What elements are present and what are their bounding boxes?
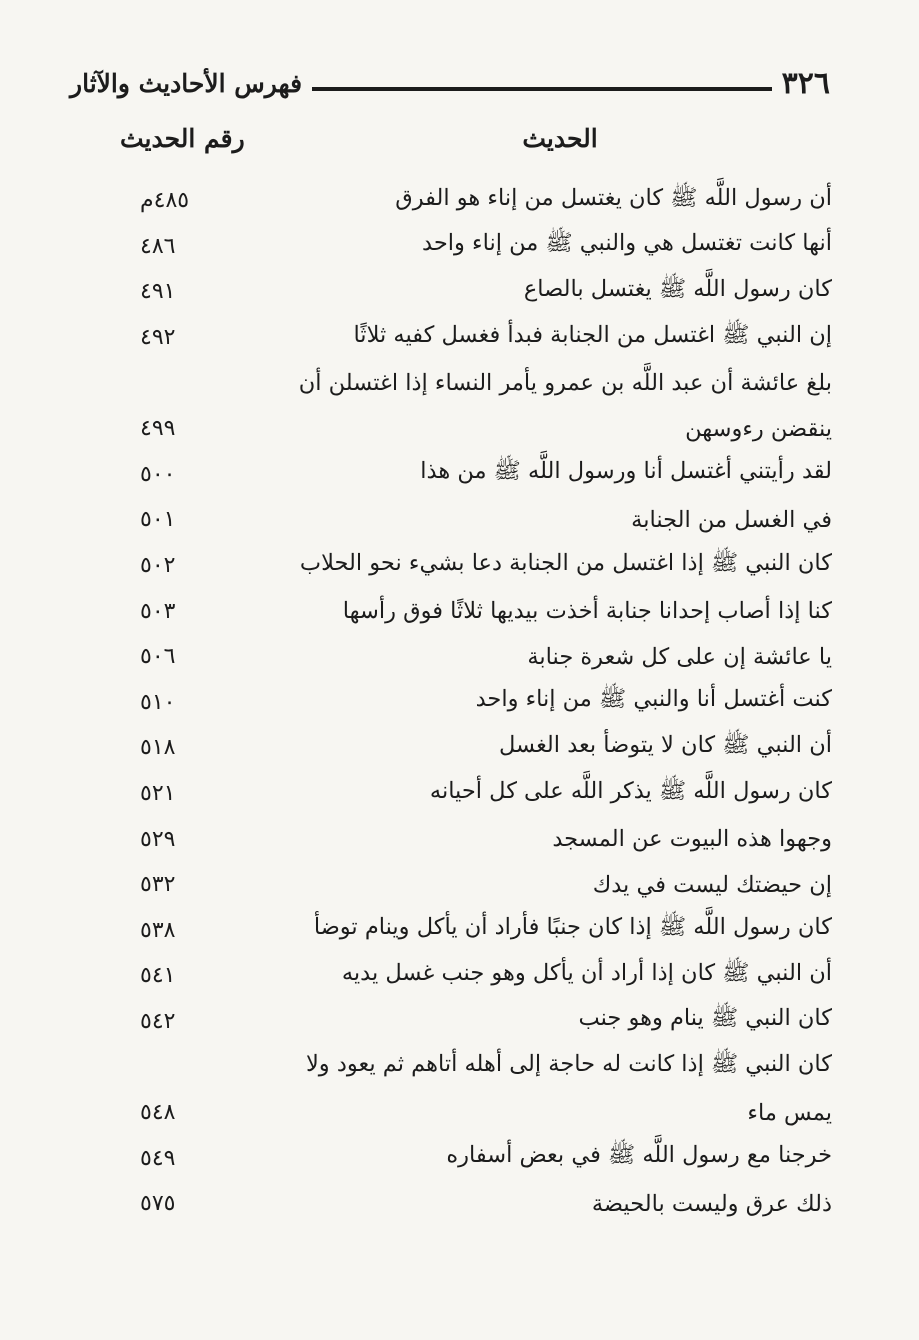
page-number: ٣٢٦ (781, 65, 830, 101)
hadith-text: خرجنا مع رسول اللَّه ﷺ في بعض أسفاره (446, 1142, 832, 1169)
hadith-text: كان رسول اللَّه ﷺ إذا كان جنبًا فأراد أن يأكل وينام توضأ (313, 914, 832, 941)
index-entry (80, 1044, 840, 1090)
index-entry (80, 908, 840, 954)
hadith-text: كان النبي ﷺ إذا كانت له حاجة إلى أهله أتاهم ثم يعود ولا (305, 1051, 832, 1078)
column-headers (80, 124, 840, 168)
hadith-text: أنها كانت تغتسل هي والنبي ﷺ من إناء واحد (422, 230, 832, 257)
index-entry (80, 406, 840, 452)
index-entry (80, 816, 840, 862)
hadith-number: ٥٢٩ (140, 826, 176, 852)
hadith-text: لقد رأيتني أغتسل أنا ورسول اللَّه ﷺ من هذا (420, 458, 832, 485)
index-entry (80, 224, 840, 270)
hadith-number: ٥٧٥ (140, 1191, 176, 1217)
index-entry (80, 1090, 840, 1136)
hadith-text: إن النبي ﷺ اغتسل من الجنابة فبدأ فغسل كفيه ثلاثًا (353, 321, 832, 348)
index-entry (80, 178, 840, 224)
hadith-text: كان النبي ﷺ إذا اغتسل من الجنابة دعا بشيء نحو الحلاب (299, 549, 832, 576)
hadith-number: ٤٩١ (140, 279, 176, 305)
hadith-number: ٥٠٢ (140, 553, 176, 579)
index-entry (80, 497, 840, 543)
index-entry (80, 999, 840, 1045)
number-column-heading: رقم الحديث (120, 124, 245, 153)
page-header (70, 58, 830, 108)
index-entry (80, 543, 840, 589)
hadith-column-heading: الحديث (522, 124, 598, 153)
hadith-text: أن النبي ﷺ كان إذا أراد أن يأكل وهو جنب غسل يديه (341, 959, 832, 986)
hadith-number: ٤٨٥م (140, 188, 190, 214)
index-entry (80, 360, 840, 406)
index-entry (80, 588, 840, 634)
hadith-text: وجهوا هذه البيوت عن المسجد (552, 826, 832, 853)
index-entry (80, 452, 840, 498)
hadith-number: ٥٤٨ (140, 1100, 176, 1126)
hadith-text: أن النبي ﷺ كان لا يتوضأ بعد الغسل (498, 731, 832, 758)
hadith-text: كان رسول اللَّه ﷺ يغتسل بالصاع (523, 275, 832, 302)
index-entry (80, 953, 840, 999)
hadith-text: ذلك عرق وليست بالحيضة (591, 1190, 832, 1217)
hadith-number: ٥١٨ (140, 735, 176, 761)
index-entry (80, 862, 840, 908)
index-entry (80, 269, 840, 315)
hadith-number: ٥٤٩ (140, 1145, 176, 1171)
hadith-number: ٥٤١ (140, 963, 176, 989)
hadith-text: إن حيضتك ليست في يدك (592, 871, 832, 898)
hadith-text: أن رسول اللَّه ﷺ كان يغتسل من إناء هو الفرق (395, 184, 832, 211)
hadith-text: كان رسول اللَّه ﷺ يذكر اللَّه على كل أحيانه (429, 777, 832, 804)
hadith-text: بلغ عائشة أن عبد اللَّه بن عمرو يأمر النساء إذا اغتسلن أن (298, 370, 832, 397)
hadith-number: ٥١٠ (140, 689, 176, 715)
hadith-text: كان النبي ﷺ ينام وهو جنب (578, 1005, 832, 1032)
hadith-number: ٥٠١ (140, 507, 176, 533)
hadith-number: ٤٩٢ (140, 325, 176, 351)
hadith-text: يا عائشة إن على كل شعرة جنابة (527, 643, 832, 670)
hadith-number: ٥٠٣ (140, 598, 176, 624)
running-title: فهرس الأحاديث والآثار (70, 68, 303, 98)
header-rule (312, 87, 772, 91)
hadith-text: ينقضن رءوسهن (685, 415, 832, 442)
hadith-number: ٥٠٠ (140, 461, 176, 487)
hadith-number: ٤٩٩ (140, 416, 176, 442)
hadith-text: كنا إذا أصاب إحدانا جنابة أخذت بيديها ثلاثًا فوق رأسها (342, 598, 832, 625)
hadith-number: ٥٣٨ (140, 917, 176, 943)
hadith-number: ٥٤٢ (140, 1008, 176, 1034)
hadith-number: ٥٠٦ (140, 644, 176, 670)
hadith-text: كنت أغتسل أنا والنبي ﷺ من إناء واحد (475, 686, 832, 713)
index-entry (80, 634, 840, 680)
hadith-text: في الغسل من الجنابة (631, 506, 832, 533)
hadith-number: ٥٣٢ (140, 872, 176, 898)
index-entry (80, 680, 840, 726)
index-entry (80, 771, 840, 817)
index-entry (80, 725, 840, 771)
hadith-number: ٥٢١ (140, 781, 176, 807)
hadith-index-list (80, 178, 840, 1227)
index-entry (80, 1181, 840, 1227)
index-entry (80, 315, 840, 361)
hadith-text: يمس ماء (747, 1099, 832, 1126)
hadith-number: ٤٨٦ (140, 233, 176, 259)
index-entry (80, 1135, 840, 1181)
